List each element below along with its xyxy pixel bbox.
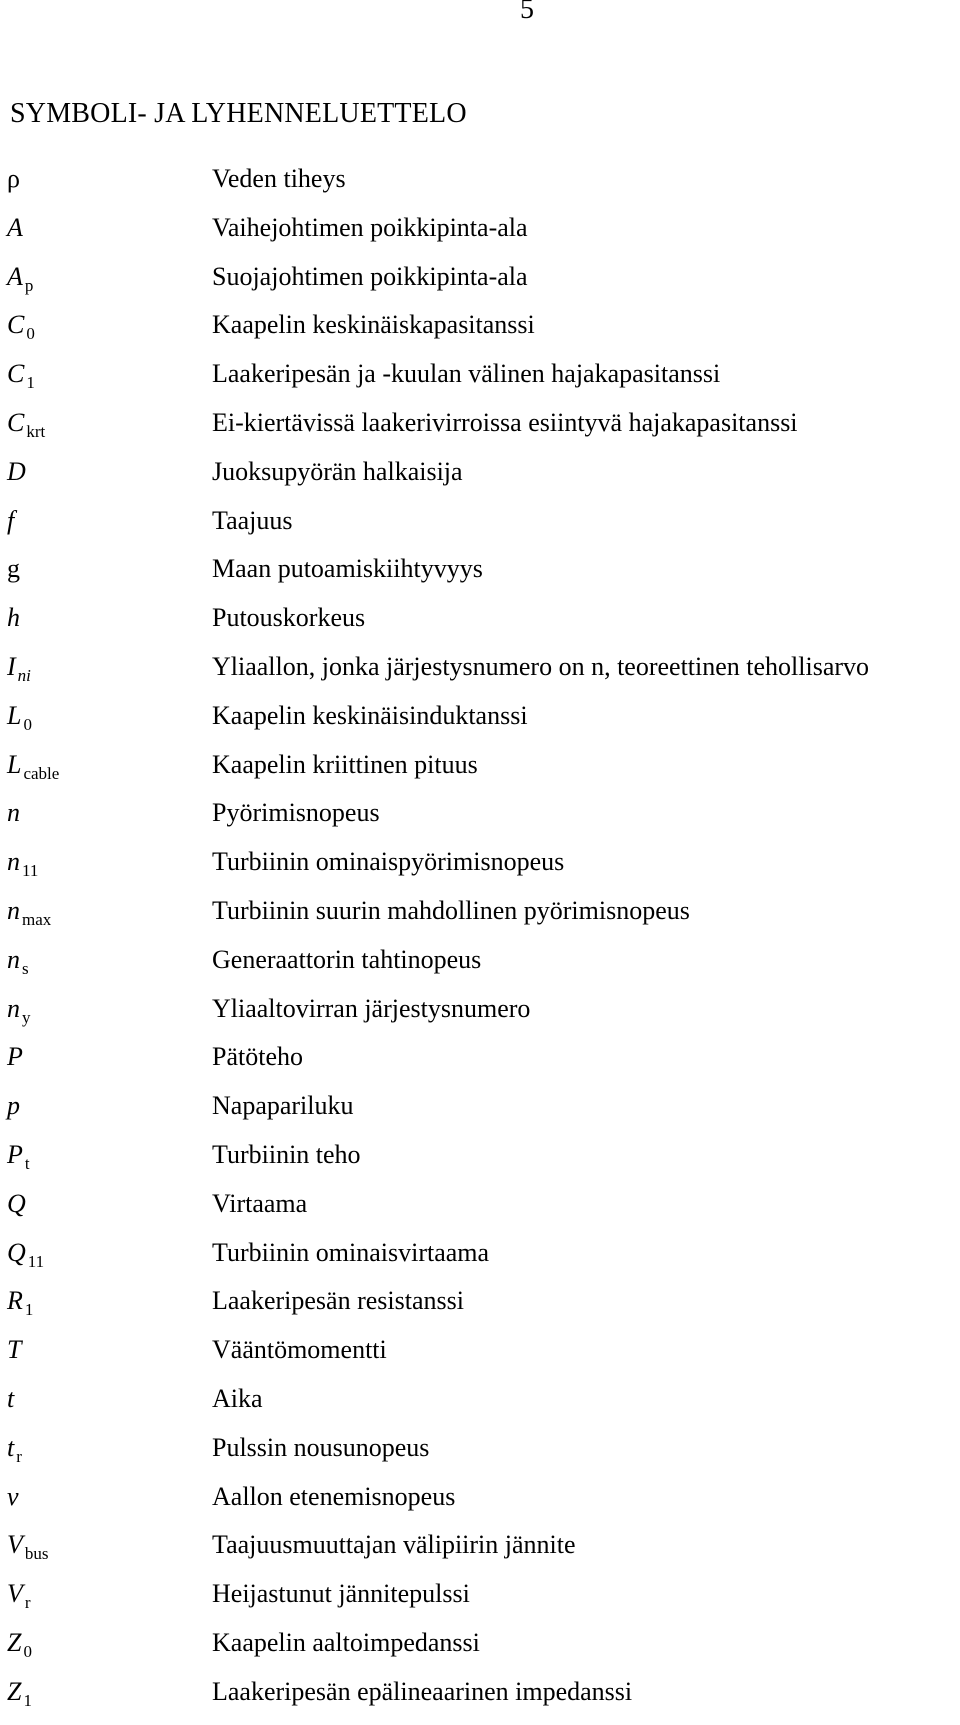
symbol-description: Juoksupyörän halkaisija	[212, 456, 463, 486]
symbol	[7, 1578, 31, 1619]
symbol-row	[0, 553, 960, 602]
symbol-row	[0, 993, 960, 1042]
symbol-subscript: 1	[26, 373, 35, 393]
symbol-description: Pulssin nousunopeus	[212, 1432, 430, 1462]
symbol-main: T	[7, 1335, 22, 1365]
symbol-description: Kaapelin aaltoimpedanssi	[212, 1627, 480, 1657]
symbol-subscript: 1	[24, 1300, 34, 1320]
symbol-main: L	[7, 700, 22, 730]
symbol-main: t	[7, 1432, 15, 1462]
symbol	[7, 407, 45, 448]
symbol-subscript: max	[22, 909, 52, 929]
symbol-description: Aallon etenemisnopeus	[212, 1481, 456, 1511]
symbol	[7, 602, 20, 634]
symbol-subscript: 1	[23, 1690, 32, 1710]
symbol-description: Laakeripesän resistanssi	[212, 1286, 464, 1316]
symbol-main: t	[7, 1383, 15, 1413]
symbol	[7, 1090, 20, 1122]
symbol-main: C	[7, 359, 25, 389]
symbol-row	[0, 1188, 960, 1237]
symbol-row	[0, 651, 960, 700]
symbol-subscript: y	[22, 1007, 31, 1027]
symbol-main: V	[7, 1579, 23, 1609]
symbol-main: Q	[7, 1237, 26, 1267]
symbol	[7, 993, 31, 1034]
symbol-row	[0, 700, 960, 749]
symbol-main: n	[7, 993, 20, 1023]
symbol-row	[0, 895, 960, 944]
symbol	[7, 456, 26, 488]
symbol-row	[0, 1432, 960, 1481]
symbol-subscript: krt	[26, 421, 46, 441]
symbol-description: Ei-kiertävissä laakerivirroissa esiintyvä hajakapasitanssi	[212, 407, 798, 437]
symbol-row	[0, 846, 960, 895]
symbol-main: n	[7, 798, 20, 828]
symbol-main: Z	[7, 1627, 22, 1657]
symbol-main: n	[7, 895, 20, 925]
symbol-main: D	[7, 456, 26, 486]
symbol-description: Taajuusmuuttajan välipiirin jännite	[212, 1530, 576, 1560]
symbol-main: f	[7, 505, 15, 535]
symbol-description: Aika	[212, 1383, 263, 1413]
symbol-description: Suojajohtimen poikkipinta-ala	[212, 261, 528, 291]
symbol-row	[0, 1529, 960, 1578]
symbol-description: Generaattorin tahtinopeus	[212, 944, 482, 974]
symbol-row	[0, 1578, 960, 1627]
symbol-main: g	[7, 554, 20, 584]
symbol-main: C	[7, 407, 25, 437]
symbol-row	[0, 1285, 960, 1334]
symbol-subscript: t	[24, 1153, 30, 1173]
symbol-main: Q	[7, 1188, 26, 1218]
symbol-row	[0, 1383, 960, 1432]
symbol	[7, 1529, 49, 1570]
symbol-main: Z	[7, 1676, 22, 1706]
symbol-row	[0, 944, 960, 993]
symbol	[7, 358, 35, 399]
symbol-main: h	[7, 603, 20, 633]
symbol	[7, 944, 29, 985]
symbol-description: Virtaama	[212, 1188, 308, 1218]
symbol-row	[0, 1334, 960, 1383]
symbol	[7, 895, 51, 936]
symbol-row	[0, 456, 960, 505]
symbol-description: Maan putoamiskiihtyvyys	[212, 554, 483, 584]
symbol-main: ρ	[7, 164, 20, 193]
symbol-main: V	[7, 1530, 23, 1560]
symbol-row	[0, 261, 960, 310]
symbol-description: Veden tiheys	[212, 164, 346, 193]
symbol-subscript: r	[16, 1446, 22, 1466]
symbol-row	[0, 505, 960, 554]
symbol-description: Putouskorkeus	[212, 603, 366, 633]
symbol	[7, 1041, 23, 1073]
symbol-subscript: p	[24, 275, 34, 295]
symbol-description: Pyörimisnopeus	[212, 798, 380, 828]
symbol-main: I	[7, 651, 16, 681]
symbol-description: Heijastunut jännitepulssi	[212, 1579, 470, 1609]
symbol-main: L	[7, 749, 22, 779]
symbol-row	[0, 1139, 960, 1188]
symbol-description: Kaapelin kriittinen pituus	[212, 749, 478, 779]
symbol-row	[0, 1237, 960, 1286]
symbol-subscript: 0	[23, 1641, 32, 1661]
symbol-description: Vaihejohtimen poikkipinta-ala	[212, 212, 528, 242]
symbol	[7, 1481, 19, 1513]
symbol-main: P	[7, 1139, 23, 1169]
symbol-list	[0, 163, 960, 1725]
symbol	[7, 1627, 32, 1668]
symbol	[7, 1237, 44, 1278]
symbol	[7, 749, 59, 790]
symbol-subscript: 0	[26, 324, 35, 344]
symbol-description: Kaapelin keskinäiskapasitanssi	[212, 310, 535, 340]
symbol	[7, 700, 32, 741]
symbol-subscript: s	[22, 958, 29, 978]
symbol-row	[0, 358, 960, 407]
symbol-row	[0, 749, 960, 798]
page-title: SYMBOLI- JA LYHENNELUETTELO	[10, 98, 467, 129]
symbol-main: A	[7, 212, 23, 242]
symbol	[7, 1432, 22, 1473]
symbol-description: Turbiinin suurin mahdollinen pyörimisnopeus	[212, 895, 690, 925]
symbol-subscript: cable	[23, 763, 60, 783]
symbol-description: Turbiinin ominaispyörimisnopeus	[212, 847, 565, 877]
page-number: 5	[520, 0, 534, 25]
symbol	[7, 1285, 33, 1326]
symbol-subscript: r	[24, 1593, 31, 1613]
symbol-row	[0, 1090, 960, 1139]
symbol	[7, 1676, 32, 1717]
symbol-row	[0, 1627, 960, 1676]
symbol-description: Turbiinin ominaisvirtaama	[212, 1237, 490, 1267]
symbol-description: Laakeripesän epälineaarinen impedanssi	[212, 1676, 633, 1706]
symbol-description: Taajuus	[212, 505, 293, 535]
symbol-description: Pätöteho	[212, 1042, 303, 1072]
symbol	[7, 1334, 21, 1366]
symbol-description: Yliaallon, jonka järjestysnumero on n, teoreettinen tehollisarvo	[212, 651, 870, 681]
symbol	[7, 1139, 30, 1180]
symbol-row	[0, 163, 960, 212]
symbol-main: n	[7, 944, 20, 974]
symbol-row	[0, 1676, 960, 1725]
symbol-description: Yliaaltovirran järjestysnumero	[212, 993, 531, 1023]
symbol	[7, 309, 35, 350]
symbol-subscript: 11	[27, 1251, 45, 1271]
symbol	[7, 163, 20, 195]
symbol	[7, 553, 20, 585]
symbol	[7, 505, 14, 537]
symbol	[7, 261, 33, 302]
symbol-main: R	[7, 1286, 23, 1316]
symbol-main: n	[7, 847, 20, 877]
symbol	[7, 1383, 14, 1415]
symbol-row	[0, 1481, 960, 1530]
symbol-main: C	[7, 310, 25, 340]
symbol-row	[0, 602, 960, 651]
symbol-description: Laakeripesän ja -kuulan välinen hajakapasitanssi	[212, 359, 721, 389]
symbol	[7, 212, 23, 244]
symbol-main: A	[7, 261, 23, 291]
symbol-main: P	[7, 1042, 23, 1072]
symbol-main: v	[7, 1481, 19, 1511]
symbol-row	[0, 1041, 960, 1090]
symbol-description: Vääntömomentti	[212, 1335, 387, 1365]
symbol-row	[0, 797, 960, 846]
symbol	[7, 651, 31, 692]
symbol-main: p	[7, 1091, 20, 1121]
symbol	[7, 846, 38, 887]
symbol-subscript: bus	[24, 1544, 49, 1564]
symbol-description: Turbiinin teho	[212, 1139, 361, 1169]
symbol-subscript: ni	[17, 665, 31, 685]
symbol	[7, 1188, 26, 1220]
symbol-row	[0, 212, 960, 261]
symbol-description: Kaapelin keskinäisinduktanssi	[212, 700, 528, 730]
symbol-subscript: 0	[23, 714, 32, 734]
symbol-description: Napapariluku	[212, 1091, 354, 1121]
symbol-row	[0, 309, 960, 358]
symbol-subscript: 11	[22, 861, 39, 881]
symbol-row	[0, 407, 960, 456]
symbol	[7, 797, 20, 829]
